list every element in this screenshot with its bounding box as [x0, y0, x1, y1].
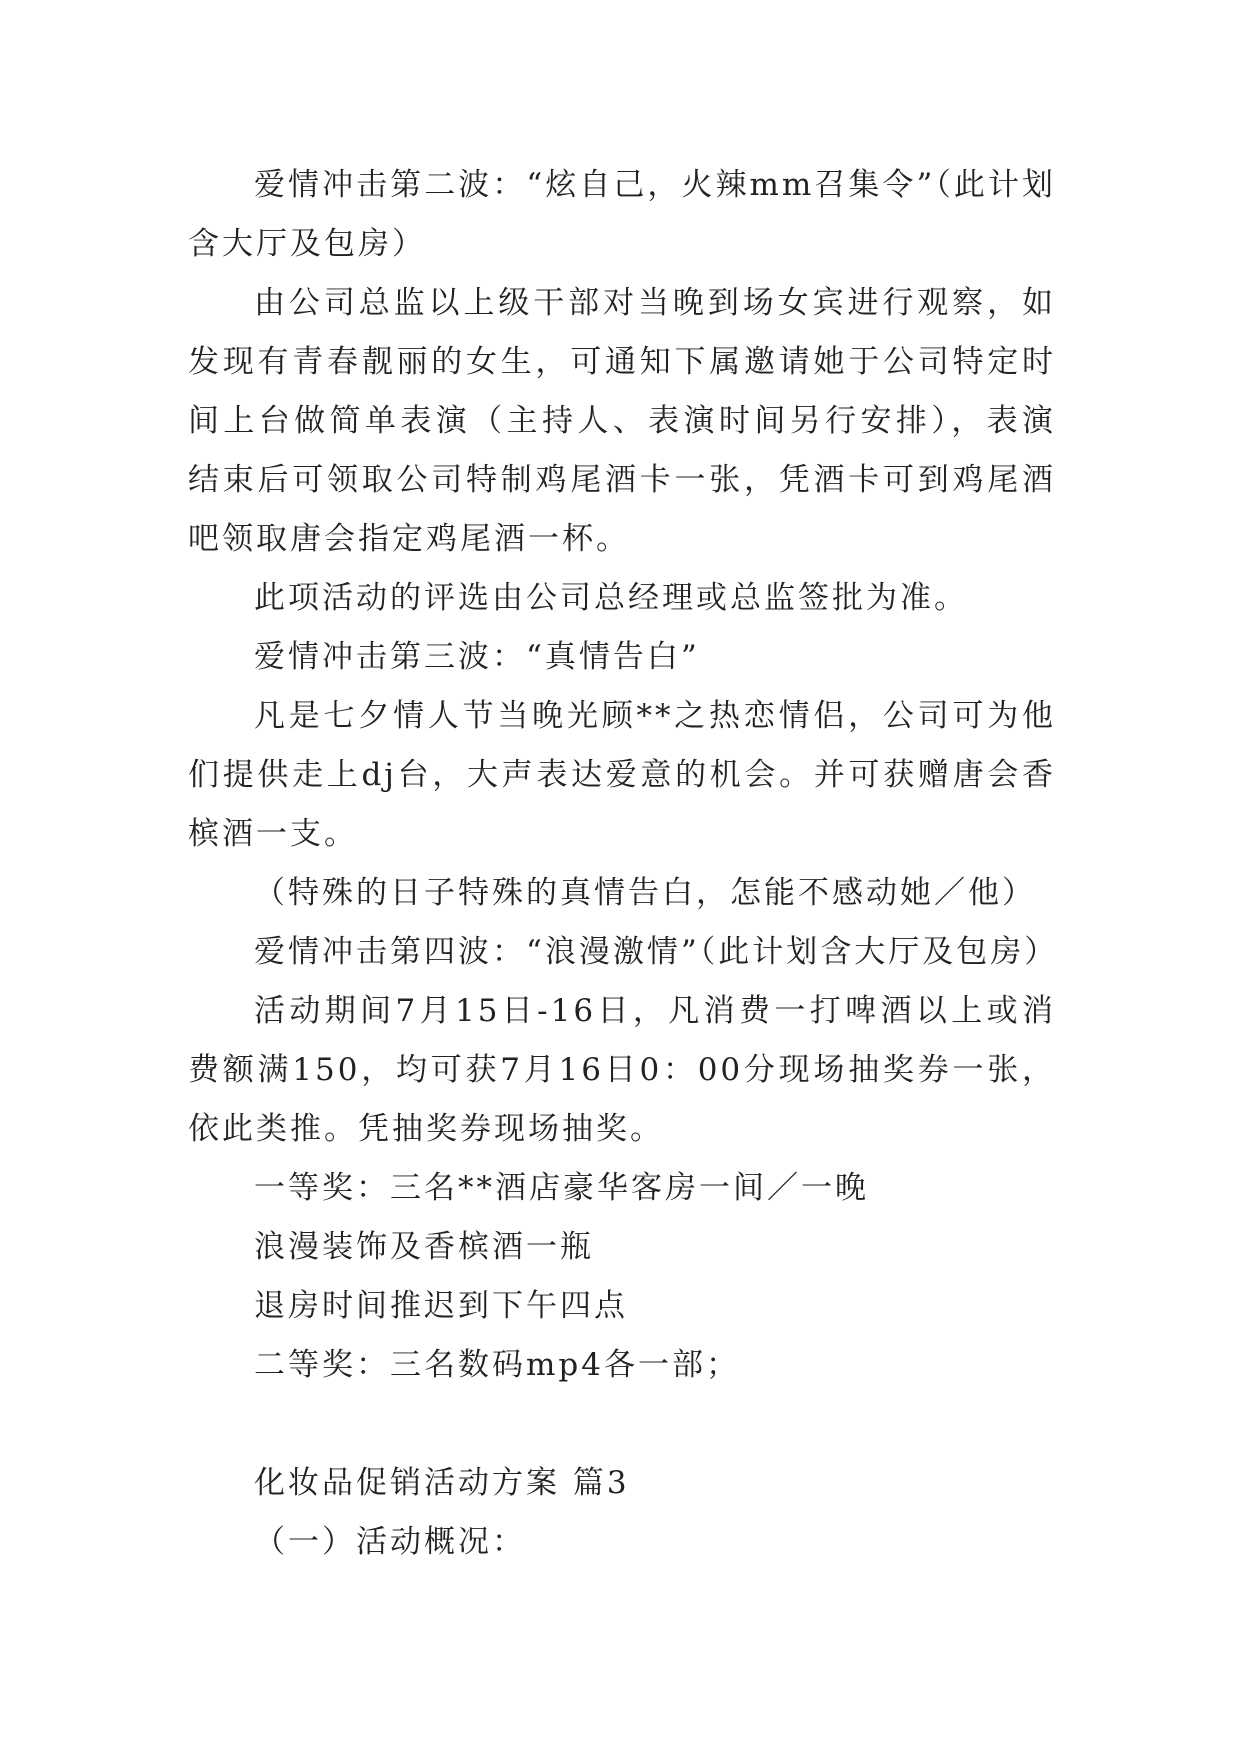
- paragraph-love-wave-4-body: 活动期间7月15日-16日，凡消费一打啤酒以上或消费额满150，均可获7月16日0：00分现场抽奖券一张，依此类推。凭抽奖券现场抽奖。: [188, 993, 1056, 1147]
- paragraph-love-wave-2-title: 爱情冲击第二波：“炫自己，火辣mm召集令”（此计划含大厅及包房）: [188, 167, 1056, 262]
- paragraph-love-wave-2-body: 由公司总监以上级干部对当晚到场女宾进行观察，如发现有青春靓丽的女生，可通知下属邀请她于公司特定时间上台做简单表演（主持人、表演时间另行安排），表演结束后可领取公司特制鸡尾酒卡一张，凭酒卡可到鸡尾酒吧领取唐会指定鸡尾酒一杯。: [188, 285, 1056, 557]
- section-gap: [188, 1395, 1056, 1454]
- document-body: [188, 156, 1059, 1572]
- paragraph-selection-approval: 此项活动的评选由公司总经理或总监签批为准。: [254, 580, 968, 616]
- prize-first-checkout: 退房时间推迟到下午四点: [254, 1288, 628, 1324]
- paragraph-love-wave-3-note: （特殊的日子特殊的真情告白，怎能不感动她／他）: [254, 875, 1036, 911]
- paragraph-love-wave-3-body: 凡是七夕情人节当晚光顾**之热恋情侣，公司可为他们提供走上dj台，大声表达爱意的机会。并可获赠唐会香槟酒一支。: [188, 698, 1056, 852]
- section-title: 化妆品促销活动方案 篇3: [254, 1465, 630, 1501]
- paragraph-love-wave-3-title: 爱情冲击第三波：“真情告白”: [254, 639, 700, 675]
- prize-first: 一等奖：三名**酒店豪华客房一间／一晚: [254, 1170, 869, 1206]
- section-subheading: （一）活动概况：: [254, 1524, 526, 1560]
- paragraph-love-wave-4-title: 爱情冲击第四波：“浪漫激情”（此计划含大厅及包房）: [254, 934, 1059, 970]
- prize-first-decor: 浪漫装饰及香槟酒一瓶: [254, 1229, 594, 1265]
- prize-second: 二等奖：三名数码mp4各一部；: [254, 1347, 740, 1383]
